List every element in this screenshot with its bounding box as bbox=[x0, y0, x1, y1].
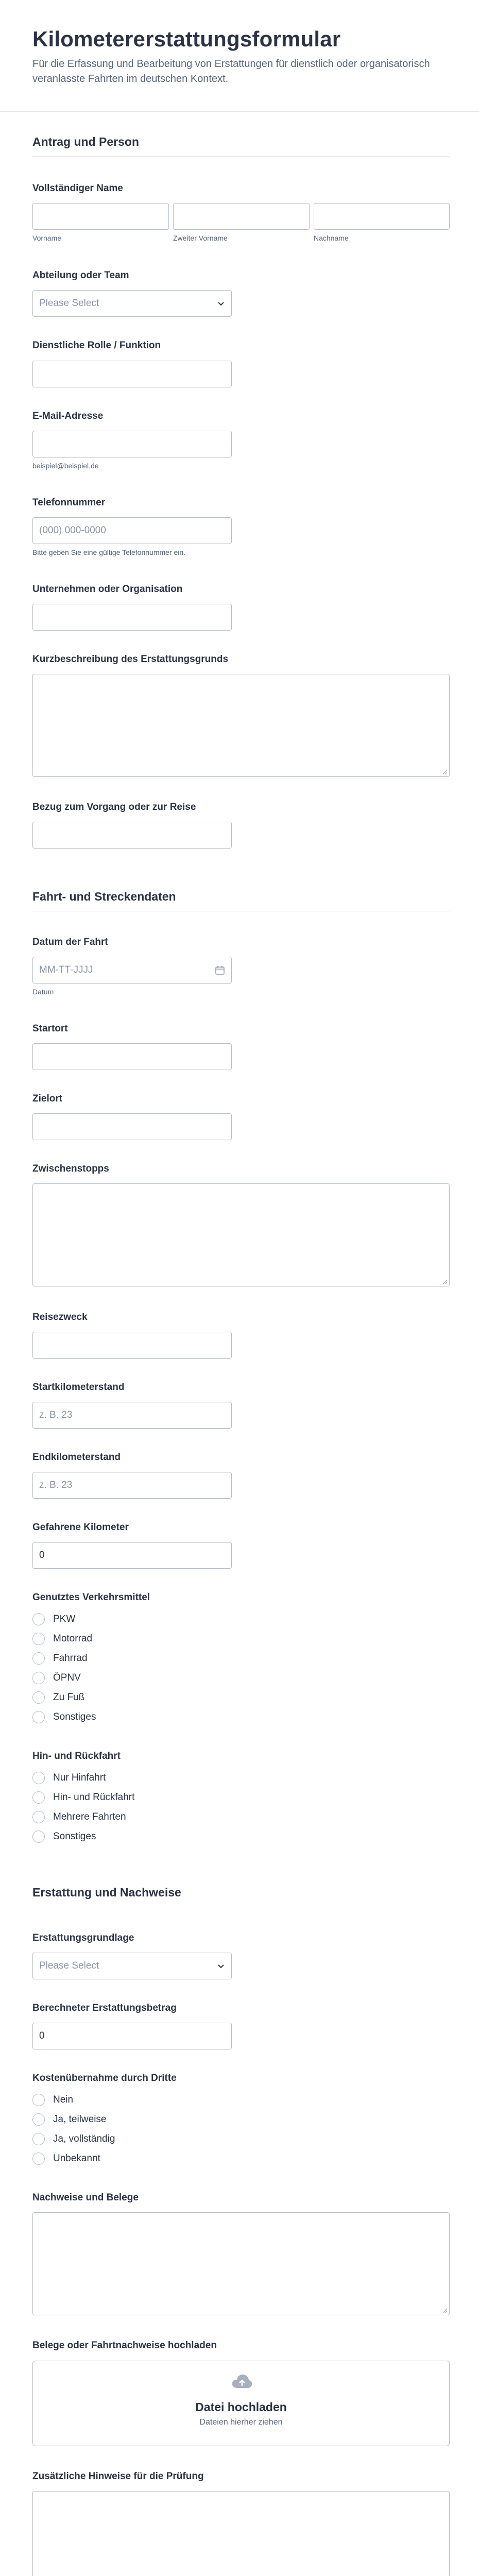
calendar-icon[interactable] bbox=[215, 965, 225, 975]
role-label: Dienstliche Rolle / Funktion bbox=[32, 340, 161, 351]
basis-placeholder: Please Select bbox=[39, 1960, 99, 1971]
radio-label: Zu Fuß bbox=[53, 1692, 85, 1703]
middle-name-sublabel: Zweiter Vorname bbox=[173, 234, 228, 242]
form-header bbox=[32, 26, 444, 87]
resize-handle-icon[interactable] bbox=[442, 2308, 448, 2313]
reason-label: Kurzbeschreibung des Erstattungsgrunds bbox=[32, 654, 229, 665]
radio-label: Hin- und Rückfahrt bbox=[53, 1792, 135, 1803]
radio-button[interactable] bbox=[32, 2094, 45, 2106]
vehicle-label: Genutztes Verkehrsmittel bbox=[32, 1592, 150, 1603]
odo-start-label: Startkilometerstand bbox=[32, 1382, 125, 1393]
radio-label: PKW bbox=[53, 1614, 76, 1624]
trip-date-label: Datum der Fahrt bbox=[32, 937, 108, 947]
odo-start-placeholder: z. B. 23 bbox=[39, 1410, 73, 1420]
radio-button[interactable] bbox=[32, 1633, 45, 1645]
cloud-upload-icon bbox=[231, 2372, 253, 2391]
amount-value: 0 bbox=[39, 2030, 45, 2041]
notes-textarea[interactable] bbox=[32, 2491, 450, 2576]
last-name-sublabel: Nachname bbox=[314, 234, 349, 242]
radio-button[interactable] bbox=[32, 1811, 45, 1823]
radio-label: Nur Hinfahrt bbox=[53, 1772, 106, 1783]
evidence-label: Nachweise und Belege bbox=[32, 2192, 139, 2203]
basis-label: Erstattungsgrundlage bbox=[32, 1933, 134, 1943]
radio-label: Sonstiges bbox=[53, 1831, 96, 1842]
stops-label: Zwischenstopps bbox=[32, 1163, 109, 1174]
section-title-trip: Fahrt- und Streckendaten bbox=[32, 890, 176, 903]
file-upload-area[interactable] bbox=[32, 2361, 450, 2446]
amount-label: Berechneter Erstattungsbetrag bbox=[32, 2003, 177, 2013]
odo-end-input[interactable] bbox=[32, 1472, 232, 1499]
last-name-input[interactable] bbox=[314, 203, 450, 230]
upload-title: Datei hochladen bbox=[195, 2400, 287, 2414]
company-input[interactable] bbox=[32, 604, 232, 631]
upload-label: Belege oder Fahrtnachweise hochladen bbox=[32, 2340, 217, 2351]
upload-subtitle: Dateien hierher ziehen bbox=[199, 2418, 283, 2427]
email-input[interactable] bbox=[32, 431, 232, 457]
first-name-input[interactable] bbox=[32, 203, 169, 230]
reference-input[interactable] bbox=[32, 822, 232, 849]
radio-label: Mehrere Fahrten bbox=[53, 1811, 126, 1822]
amount-input[interactable] bbox=[32, 2023, 232, 2049]
radio-button[interactable] bbox=[32, 1613, 45, 1625]
chevron-down-icon bbox=[217, 1962, 225, 1970]
reason-textarea[interactable] bbox=[32, 674, 450, 777]
radio-button[interactable] bbox=[32, 1672, 45, 1684]
radio-button[interactable] bbox=[32, 2133, 45, 2145]
email-sublabel: beispiel@beispiel.de bbox=[32, 462, 99, 470]
radio-label: Sonstiges bbox=[53, 1711, 96, 1722]
km-driven-value: 0 bbox=[39, 1550, 45, 1561]
radio-label: ÖPNV bbox=[53, 1672, 81, 1683]
odo-end-label: Endkilometerstand bbox=[32, 1452, 121, 1463]
chevron-down-icon bbox=[217, 299, 225, 308]
radio-button[interactable] bbox=[32, 1831, 45, 1843]
phone-input[interactable] bbox=[32, 517, 232, 544]
start-input[interactable] bbox=[32, 1043, 232, 1070]
department-placeholder: Please Select bbox=[39, 298, 99, 309]
trip-date-placeholder: MM-TT-JJJJ bbox=[39, 964, 93, 975]
resize-handle-icon[interactable] bbox=[442, 770, 448, 775]
trip-date-sublabel: Datum bbox=[32, 988, 54, 996]
purpose-label: Reisezweck bbox=[32, 1312, 88, 1323]
email-label: E-Mail-Adresse bbox=[32, 411, 104, 421]
trip-date-input[interactable] bbox=[32, 957, 232, 984]
phone-label: Telefonnummer bbox=[32, 497, 106, 508]
radio-button[interactable] bbox=[32, 2113, 45, 2126]
km-driven-label: Gefahrene Kilometer bbox=[32, 1522, 129, 1533]
destination-label: Zielort bbox=[32, 1093, 63, 1104]
section-title-person: Antrag und Person bbox=[32, 135, 140, 148]
evidence-textarea[interactable] bbox=[32, 2212, 450, 2315]
stops-textarea[interactable] bbox=[32, 1183, 450, 1286]
radio-button[interactable] bbox=[32, 1772, 45, 1784]
resize-handle-icon[interactable] bbox=[442, 1279, 448, 1284]
radio-label: Ja, vollständig bbox=[53, 2133, 115, 2144]
full-name-label: Vollständiger Name bbox=[32, 183, 123, 194]
odo-start-input[interactable] bbox=[32, 1402, 232, 1429]
role-input[interactable] bbox=[32, 361, 232, 387]
header-divider bbox=[0, 111, 479, 112]
middle-name-input[interactable] bbox=[173, 203, 310, 230]
start-label: Startort bbox=[32, 1023, 68, 1034]
radio-button[interactable] bbox=[32, 1652, 45, 1665]
radio-label: Unbekannt bbox=[53, 2153, 100, 2164]
phone-sublabel: Bitte geben Sie eine gültige Telefonnummer ein. bbox=[32, 548, 186, 556]
section-divider bbox=[32, 156, 450, 157]
radio-button[interactable] bbox=[32, 1691, 45, 1704]
form-title: Kilometererstattungsformular bbox=[32, 27, 341, 51]
basis-select[interactable] bbox=[32, 1953, 232, 1979]
km-driven-input[interactable] bbox=[32, 1542, 232, 1569]
radio-button[interactable] bbox=[32, 1711, 45, 1723]
radio-button[interactable] bbox=[32, 1791, 45, 1804]
department-select[interactable] bbox=[32, 290, 232, 317]
radio-label: Nein bbox=[53, 2094, 74, 2105]
notes-label: Zusätzliche Hinweise für die Prüfung bbox=[32, 2471, 204, 2482]
radio-label: Motorrad bbox=[53, 1633, 93, 1644]
phone-placeholder: (000) 000-0000 bbox=[39, 525, 106, 536]
destination-input[interactable] bbox=[32, 1113, 232, 1140]
reference-label: Bezug zum Vorgang oder zur Reise bbox=[32, 802, 196, 812]
third-party-label: Kostenübernahme durch Dritte bbox=[32, 2073, 177, 2083]
form-subtitle: Für die Erfassung und Bearbeitung von Erstattungen für dienstlich oder organisatorisch veranlasste Fahrten im deutschen Kontext. bbox=[32, 58, 430, 84]
trip-type-label: Hin- und Rückfahrt bbox=[32, 1751, 121, 1761]
first-name-sublabel: Vorname bbox=[32, 234, 62, 242]
radio-button[interactable] bbox=[32, 2153, 45, 2165]
radio-label: Fahrrad bbox=[53, 1653, 88, 1664]
radio-label: Ja, teilweise bbox=[53, 2114, 107, 2125]
odo-end-placeholder: z. B. 23 bbox=[39, 1480, 73, 1490]
company-label: Unternehmen oder Organisation bbox=[32, 584, 183, 595]
purpose-input[interactable] bbox=[32, 1332, 232, 1359]
department-label: Abteilung oder Team bbox=[32, 270, 129, 281]
section-title-refund: Erstattung und Nachweise bbox=[32, 1886, 181, 1899]
